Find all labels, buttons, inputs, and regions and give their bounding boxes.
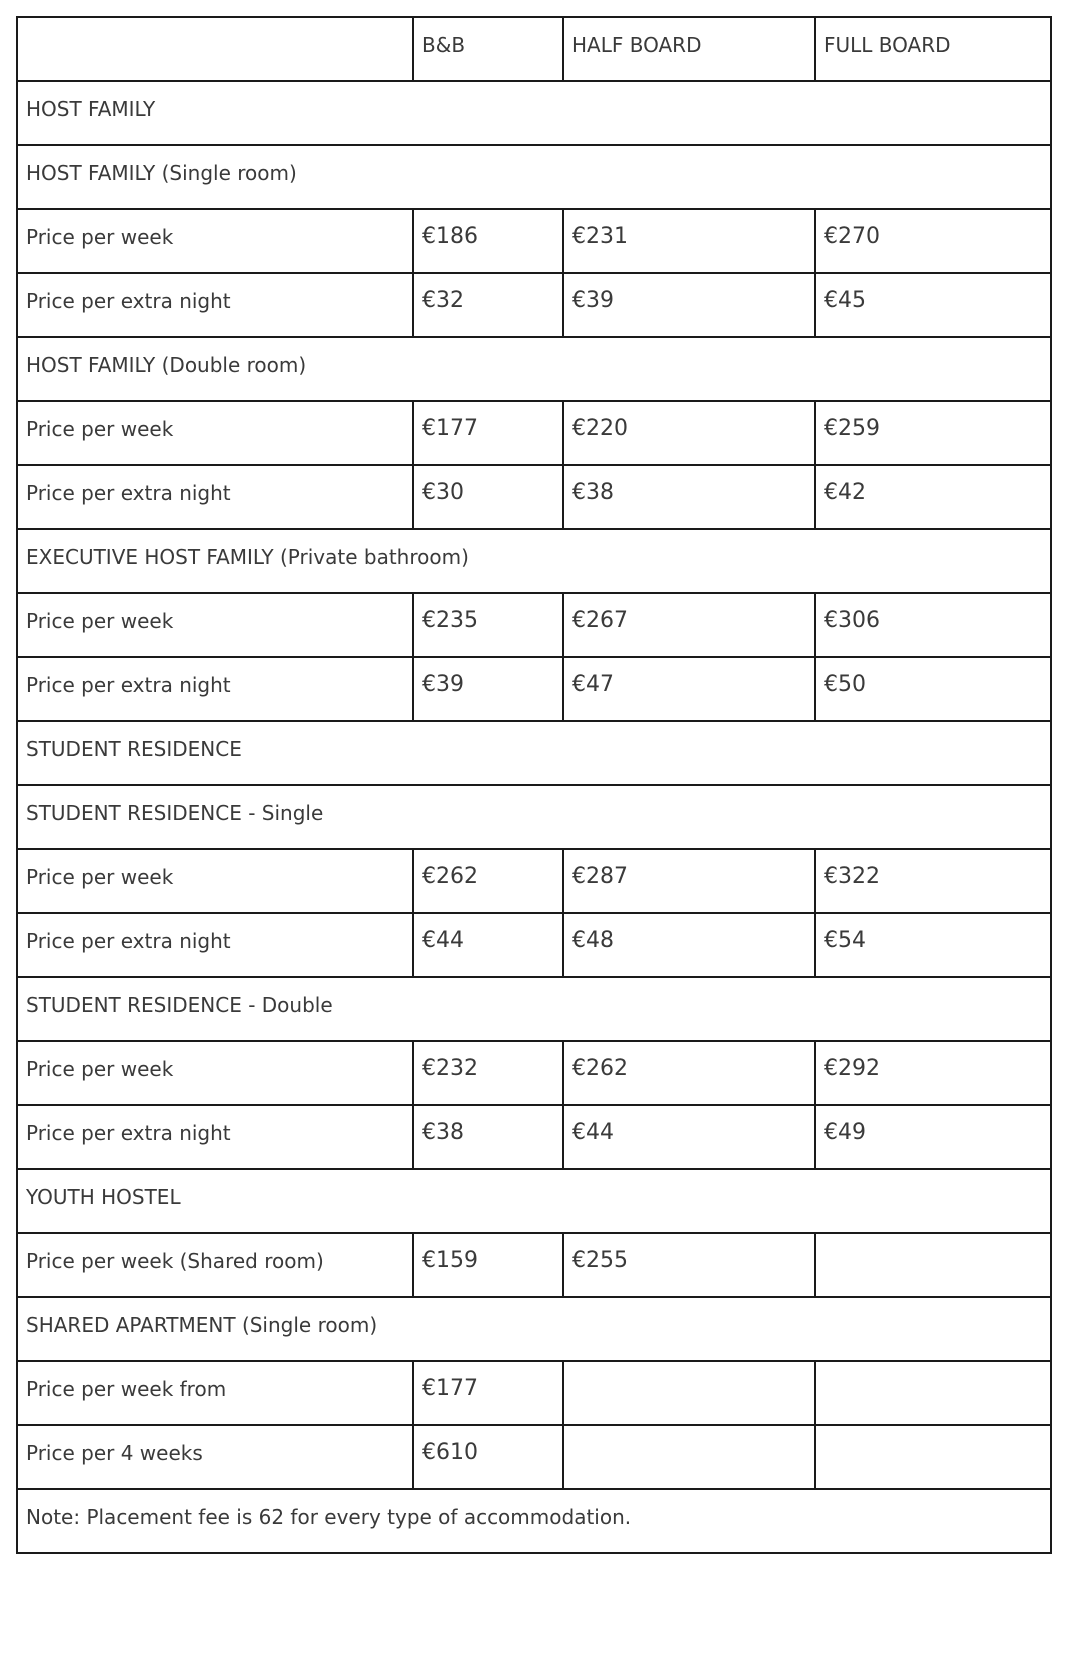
price-half-board: €255 — [563, 1233, 815, 1297]
price-bb: €159 — [413, 1233, 563, 1297]
table-row — [17, 401, 1051, 465]
section-title: HOST FAMILY — [17, 81, 1051, 145]
section-title: STUDENT RESIDENCE - Single — [17, 785, 1051, 849]
table-row — [17, 657, 1051, 721]
price-bb: €44 — [413, 913, 563, 977]
row-label: Price per week — [17, 209, 413, 273]
price-bb: €30 — [413, 465, 563, 529]
price-half-board: €220 — [563, 401, 815, 465]
price-full-board: €45 — [815, 273, 1051, 337]
row-label: Price per week — [17, 401, 413, 465]
section-title: YOUTH HOSTEL — [17, 1169, 1051, 1233]
accommodation-price-table — [16, 16, 1052, 1554]
price-full-board: €49 — [815, 1105, 1051, 1169]
table-row — [17, 913, 1051, 977]
table-row — [17, 1361, 1051, 1425]
price-full-board: €322 — [815, 849, 1051, 913]
row-label: Price per extra night — [17, 1105, 413, 1169]
price-half-board: €48 — [563, 913, 815, 977]
price-half-board: €231 — [563, 209, 815, 273]
price-half-board — [563, 1361, 815, 1425]
price-half-board: €267 — [563, 593, 815, 657]
table-row — [17, 1233, 1051, 1297]
section-row — [17, 81, 1051, 145]
price-half-board: €262 — [563, 1041, 815, 1105]
row-label: Price per week — [17, 593, 413, 657]
price-half-board — [563, 1425, 815, 1489]
section-row — [17, 1169, 1051, 1233]
section-row — [17, 721, 1051, 785]
price-full-board: €42 — [815, 465, 1051, 529]
row-label: Price per extra night — [17, 273, 413, 337]
price-bb: €32 — [413, 273, 563, 337]
price-table-body — [17, 17, 1051, 1553]
section-row — [17, 1297, 1051, 1361]
price-bb: €177 — [413, 1361, 563, 1425]
row-label: Price per extra night — [17, 657, 413, 721]
price-bb: €610 — [413, 1425, 563, 1489]
table-row — [17, 209, 1051, 273]
table-header-row — [17, 17, 1051, 81]
price-full-board: €50 — [815, 657, 1051, 721]
price-full-board — [815, 1425, 1051, 1489]
section-title: EXECUTIVE HOST FAMILY (Private bathroom) — [17, 529, 1051, 593]
section-row — [17, 529, 1051, 593]
row-label: Price per week (Shared room) — [17, 1233, 413, 1297]
note-row — [17, 1489, 1051, 1553]
price-half-board: €47 — [563, 657, 815, 721]
price-full-board: €54 — [815, 913, 1051, 977]
header-cell-blank — [17, 17, 413, 81]
section-title: HOST FAMILY (Single room) — [17, 145, 1051, 209]
price-bb: €262 — [413, 849, 563, 913]
row-label: Price per extra night — [17, 913, 413, 977]
table-row — [17, 1425, 1051, 1489]
row-label: Price per week from — [17, 1361, 413, 1425]
price-full-board: €270 — [815, 209, 1051, 273]
table-row — [17, 273, 1051, 337]
price-bb: €232 — [413, 1041, 563, 1105]
header-cell-bb: B&B — [413, 17, 563, 81]
section-row — [17, 977, 1051, 1041]
price-bb: €186 — [413, 209, 563, 273]
row-label: Price per week — [17, 1041, 413, 1105]
price-half-board: €287 — [563, 849, 815, 913]
price-full-board: €292 — [815, 1041, 1051, 1105]
price-full-board — [815, 1233, 1051, 1297]
price-half-board: €39 — [563, 273, 815, 337]
section-title: STUDENT RESIDENCE - Double — [17, 977, 1051, 1041]
header-cell-full-board: FULL BOARD — [815, 17, 1051, 81]
table-row — [17, 1105, 1051, 1169]
row-label: Price per week — [17, 849, 413, 913]
price-table-container — [16, 16, 1050, 1554]
price-full-board: €306 — [815, 593, 1051, 657]
section-row — [17, 145, 1051, 209]
table-row — [17, 465, 1051, 529]
section-title: HOST FAMILY (Double room) — [17, 337, 1051, 401]
section-row — [17, 337, 1051, 401]
table-row — [17, 1041, 1051, 1105]
section-title: STUDENT RESIDENCE — [17, 721, 1051, 785]
price-bb: €235 — [413, 593, 563, 657]
section-row — [17, 785, 1051, 849]
price-half-board: €44 — [563, 1105, 815, 1169]
row-label: Price per extra night — [17, 465, 413, 529]
row-label: Price per 4 weeks — [17, 1425, 413, 1489]
table-row — [17, 593, 1051, 657]
price-bb: €38 — [413, 1105, 563, 1169]
section-title: SHARED APARTMENT (Single room) — [17, 1297, 1051, 1361]
price-full-board — [815, 1361, 1051, 1425]
table-row — [17, 849, 1051, 913]
price-bb: €39 — [413, 657, 563, 721]
price-half-board: €38 — [563, 465, 815, 529]
placement-fee-note: Note: Placement fee is 62 for every type of accommodation. — [17, 1489, 1051, 1553]
price-bb: €177 — [413, 401, 563, 465]
header-cell-half-board: HALF BOARD — [563, 17, 815, 81]
price-full-board: €259 — [815, 401, 1051, 465]
